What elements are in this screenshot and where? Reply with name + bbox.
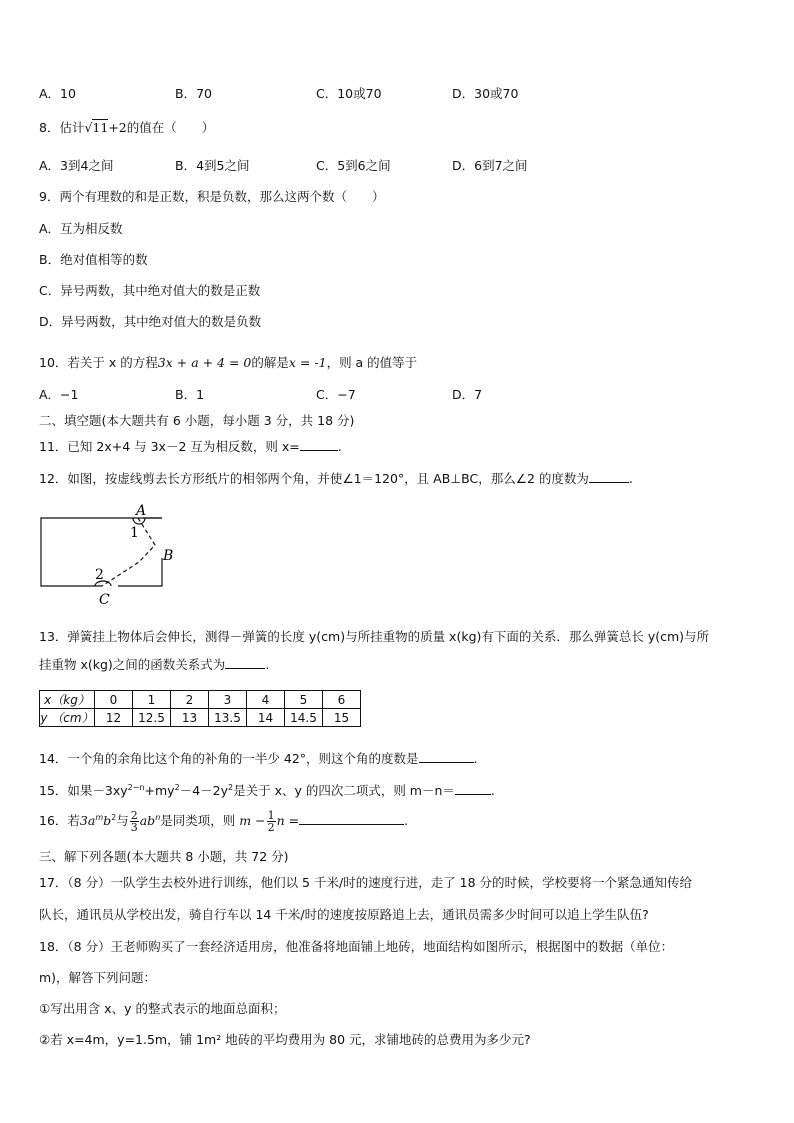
table-cell: 15 [323, 709, 361, 727]
q9-stem: 9．两个有理数的和是正数，积是负数，那么这两个数（ ） [39, 189, 385, 204]
q8-option-a: A．3到4之间 [39, 158, 114, 173]
q14-answer-blank [419, 750, 474, 763]
table-cell: 13.5 [209, 709, 247, 727]
table-cell: 4 [247, 691, 285, 709]
q10-solution: x = -1 [288, 355, 327, 370]
table-cell: 5 [285, 691, 323, 709]
section-2-heading: 二、填空题(本大题共有 6 小题，每小题 3 分，共 18 分) [39, 413, 355, 428]
q16-exponent-m: m [95, 812, 104, 822]
q16-end: . [404, 813, 409, 828]
q17-line-1: 17．（8 分）一队学生去校外进行训练，他们以 5 千米/时的速度行进，走了 18 分的时候，学校要将一个紧急通知传给 [39, 875, 693, 890]
q16-fraction-num: 2 [130, 809, 138, 822]
table-cell: 13 [171, 709, 209, 727]
question-16 [39, 810, 408, 833]
q16-term-1: 3a [79, 813, 96, 828]
q13-line-1: 13．弹簧挂上物体后会伸长，测得－弹簧的长度 y(cm)与所挂重物的质量 x(kg)有下面的关系．那么弹簧总长 y(cm)与所 [39, 629, 710, 644]
q14-text: 14．一个角的余角比这个角的补角的一半少 42°，则这个角的度数是 [39, 751, 419, 766]
q11-end: . [337, 439, 342, 454]
q17-line-2: 队长，通讯员从学校出发，骑自行车以 14 千米/时的速度按原路追上去，通讯员需多少时间可以追上学生队伍? [39, 907, 649, 922]
question-12 [39, 469, 633, 487]
table-row [40, 691, 361, 709]
q13-answer-blank [225, 656, 265, 669]
cut-line [102, 518, 155, 586]
table-row [40, 709, 361, 727]
q8-radicand: 11 [92, 120, 109, 135]
q8-prefix: 8．估计 [39, 120, 85, 135]
q11-answer-blank [300, 438, 338, 451]
table-cell: 14.5 [285, 709, 323, 727]
label-1: 1 [130, 525, 139, 541]
q8-suffix: 的值在（ ） [126, 120, 215, 135]
q15-exponent-2: 2 [174, 782, 180, 792]
q15-mid-2: －4－2y [179, 783, 228, 798]
q10-option-b: B．1 [175, 387, 205, 402]
question-8 [39, 118, 214, 136]
q15-mid: +my [144, 783, 175, 798]
q16-fraction-2-den: 2 [267, 821, 275, 834]
question-14 [39, 749, 478, 767]
section-3-heading: 三、解下列各题(本大题共 8 小题，共 72 分) [39, 849, 289, 864]
q7-option-c: C．10或70 [316, 86, 382, 101]
q10-mid: 的解是 [251, 355, 289, 370]
q18-item-2: ②若 x=4m，y=1.5m，铺 1m² 地砖的平均费用为 80 元，求铺地砖的总费用为多少元? [39, 1032, 531, 1047]
q8-sqrt: √11 [84, 120, 109, 135]
q10-suffix: ，则 a 的值等于 [326, 355, 418, 370]
q16-fraction-den: 3 [130, 821, 138, 834]
q9-option-b: B．绝对值相等的数 [39, 252, 148, 267]
table-cell: 12 [95, 709, 133, 727]
q10-option-a: A．−1 [39, 387, 79, 402]
q16-fraction [130, 810, 139, 833]
q16-exponent-2: 2 [111, 812, 117, 822]
q10-option-c: C．−7 [316, 387, 356, 402]
table-cell: y （cm） [40, 709, 95, 727]
q11-text: 11．已知 2x+4 与 3x－2 互为相反数，则 x= [39, 439, 300, 454]
q15-suffix: 是关于 x、y 的四次二项式，则 m－n＝ [233, 783, 455, 798]
q16-exponent-n: n [155, 812, 161, 822]
label-c: C [99, 592, 110, 608]
q15-exponent-3: 2 [228, 782, 234, 792]
table-cell: 0 [95, 691, 133, 709]
q12-figure [35, 498, 185, 610]
q7-option-a: A．10 [39, 86, 76, 101]
q13-table [39, 690, 361, 727]
table-cell: 12.5 [133, 709, 171, 727]
table-cell: 6 [323, 691, 361, 709]
label-b: B [163, 548, 174, 564]
q15-prefix: 15．如果－3xy [39, 783, 128, 798]
q16-term-1b: b [103, 813, 112, 828]
question-10 [39, 353, 417, 371]
question-15 [39, 781, 495, 799]
q8-option-d: D．6到7之间 [452, 158, 528, 173]
q18-item-1: ①写出用含 x、y 的整式表示的地面总面积； [39, 1001, 286, 1016]
question-11 [39, 437, 342, 455]
q13-end: . [265, 657, 270, 672]
q16-fraction-2 [267, 810, 276, 833]
q8-option-b: B．4到5之间 [175, 158, 250, 173]
q15-exponent-1: 2−n [127, 782, 145, 792]
q9-option-a: A．互为相反数 [39, 221, 123, 236]
label-2: 2 [95, 567, 104, 583]
q16-term-2: ab [139, 813, 156, 828]
q16-prefix: 16．若 [39, 813, 80, 828]
q7-option-d: D．30或70 [452, 86, 519, 101]
q8-plus: +2 [108, 120, 127, 135]
q9-option-c: C．异号两数，其中绝对值大的数是正数 [39, 283, 261, 298]
q14-end: . [473, 751, 478, 766]
table-cell: x（kg） [40, 691, 95, 709]
table-cell: 14 [247, 709, 285, 727]
q13-text: 挂重物 x(kg)之间的函数关系式为 [39, 657, 226, 672]
q10-equation: 3x + a + 4 = 0 [157, 355, 252, 370]
q15-answer-blank [455, 782, 491, 795]
q15-end: . [490, 783, 495, 798]
table-cell: 3 [209, 691, 247, 709]
q12-answer-blank [589, 470, 629, 483]
q7-option-b: B．70 [175, 86, 212, 101]
q10-prefix: 10．若关于 x 的方程 [39, 355, 158, 370]
q16-answer-blank [299, 812, 404, 825]
table-cell: 2 [171, 691, 209, 709]
q16-mid-2: 是同类项，则 [160, 813, 236, 828]
q16-mid: 与 [116, 813, 129, 828]
q12-text: 12．如图，按虚线剪去长方形纸片的相邻两个角，并使∠1＝120°，且 AB⊥BC，那么∠2 的度数为 [39, 471, 589, 486]
q8-option-c: C．5到6之间 [316, 158, 391, 173]
q12-end: . [628, 471, 633, 486]
q16-fraction-2-num: 1 [267, 809, 275, 822]
q18-line-2: m)，解答下列问题： [39, 970, 157, 985]
q18-line-1: 18．（8 分）王老师购买了一套经济适用房，他准备将地面铺上地砖，地面结构如图所示，根据图中的数据（单位： [39, 939, 674, 954]
q9-option-d: D．异号两数，其中绝对值大的数是负数 [39, 314, 262, 329]
table-cell: 1 [133, 691, 171, 709]
q16-expression-2: n = [276, 813, 300, 828]
q16-expression: m − [239, 813, 266, 828]
q13-line-2 [39, 655, 269, 673]
label-a: A [136, 503, 147, 519]
q10-option-d: D．7 [452, 387, 483, 402]
